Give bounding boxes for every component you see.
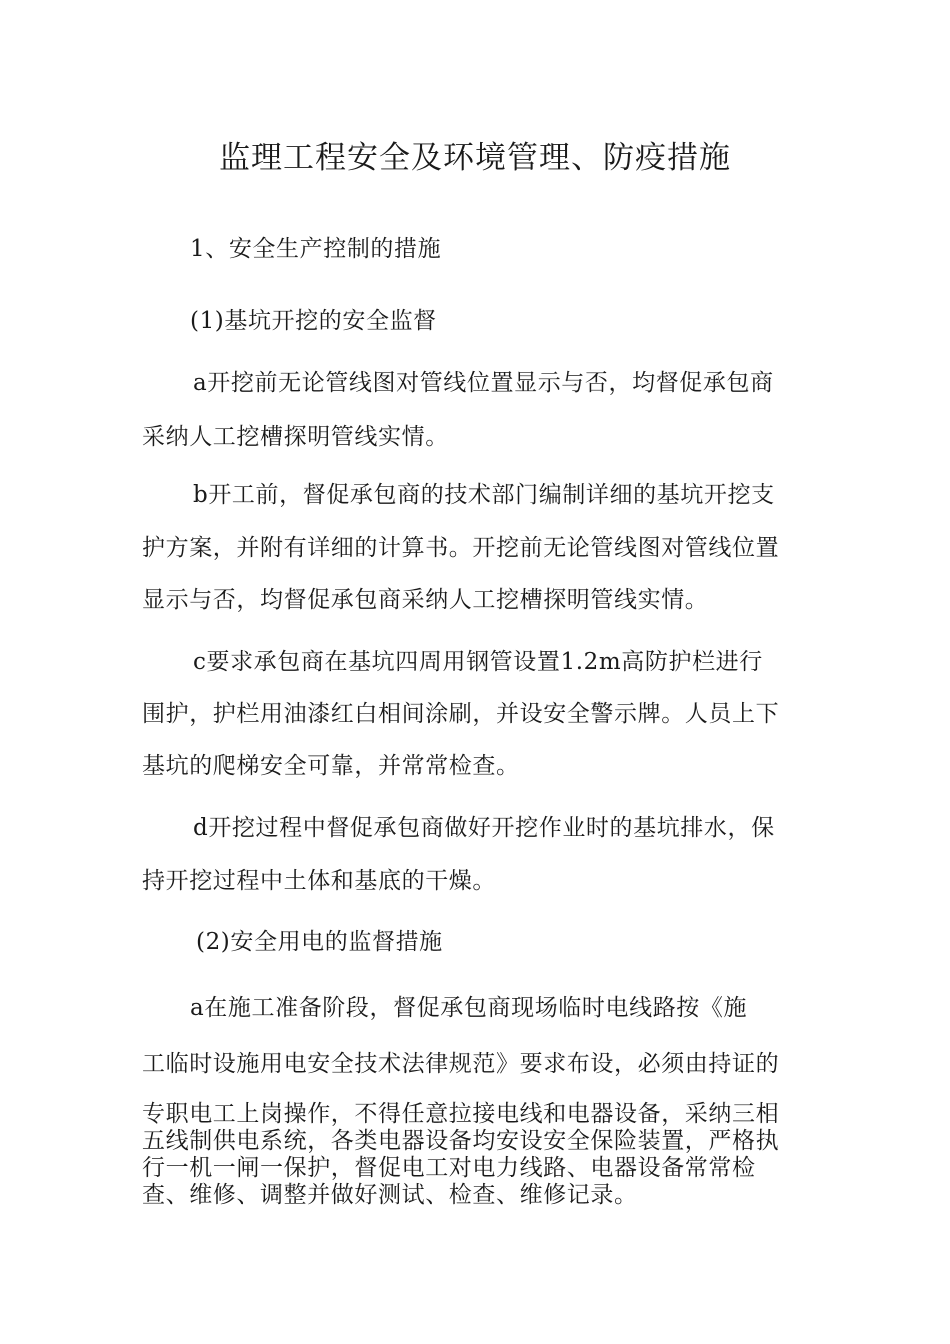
paragraph-line: 显示与否，均督促承包商采纳人工挖槽探明管线实情。 [142,587,709,613]
paragraph-line: d开挖过程中督促承包商做好开挖作业时的基坑排水，保 [193,815,775,841]
section-heading: 1、安全生产控制的措施 [190,236,442,262]
paragraph-line: 专职电工上岗操作，不得任意拉接电线和电器设备，采纳三相 [142,1101,780,1127]
paragraph-line: a在施工准备阶段，督促承包商现场临时电线路按《施 [190,995,748,1021]
paragraph-line: 护方案，并附有详细的计算书。开挖前无论管线图对管线位置 [142,535,780,561]
document-title: 监理工程安全及环境管理、防疫措施 [219,140,731,176]
paragraph-line: 查、维修、调整并做好测试、检查、维修记录。 [142,1182,638,1208]
subsection-heading: (1)基坑开挖的安全监督 [190,308,437,334]
paragraph-line: c要求承包商在基坑四周用钢管设置1.2m高防护栏进行 [193,649,763,675]
paragraph-line: 工临时设施用电安全技术法律规范》要求布设，必须由持证的 [142,1051,780,1077]
paragraph-line: 持开挖过程中土体和基底的干燥。 [142,868,496,894]
paragraph-line: 行一机一闸一保护，督促电工对电力线路、电器设备常常检 [142,1155,756,1181]
paragraph-line: a开挖前无论管线图对管线位置显示与否，均督促承包商 [193,370,774,396]
paragraph-line: 围护，护栏用油漆红白相间涂刷，并设安全警示牌。人员上下 [142,701,780,727]
paragraph-line: 五线制供电系统，各类电器设备均安设安全保险装置，严格执 [142,1128,780,1154]
paragraph-line: 基坑的爬梯安全可靠，并常常检查。 [142,753,520,779]
paragraph-line: b开工前，督促承包商的技术部门编制详细的基坑开挖支 [193,482,775,508]
subsection-heading: (2)安全用电的监督措施 [196,929,443,955]
paragraph-line: 采纳人工挖槽探明管线实情。 [142,424,449,450]
